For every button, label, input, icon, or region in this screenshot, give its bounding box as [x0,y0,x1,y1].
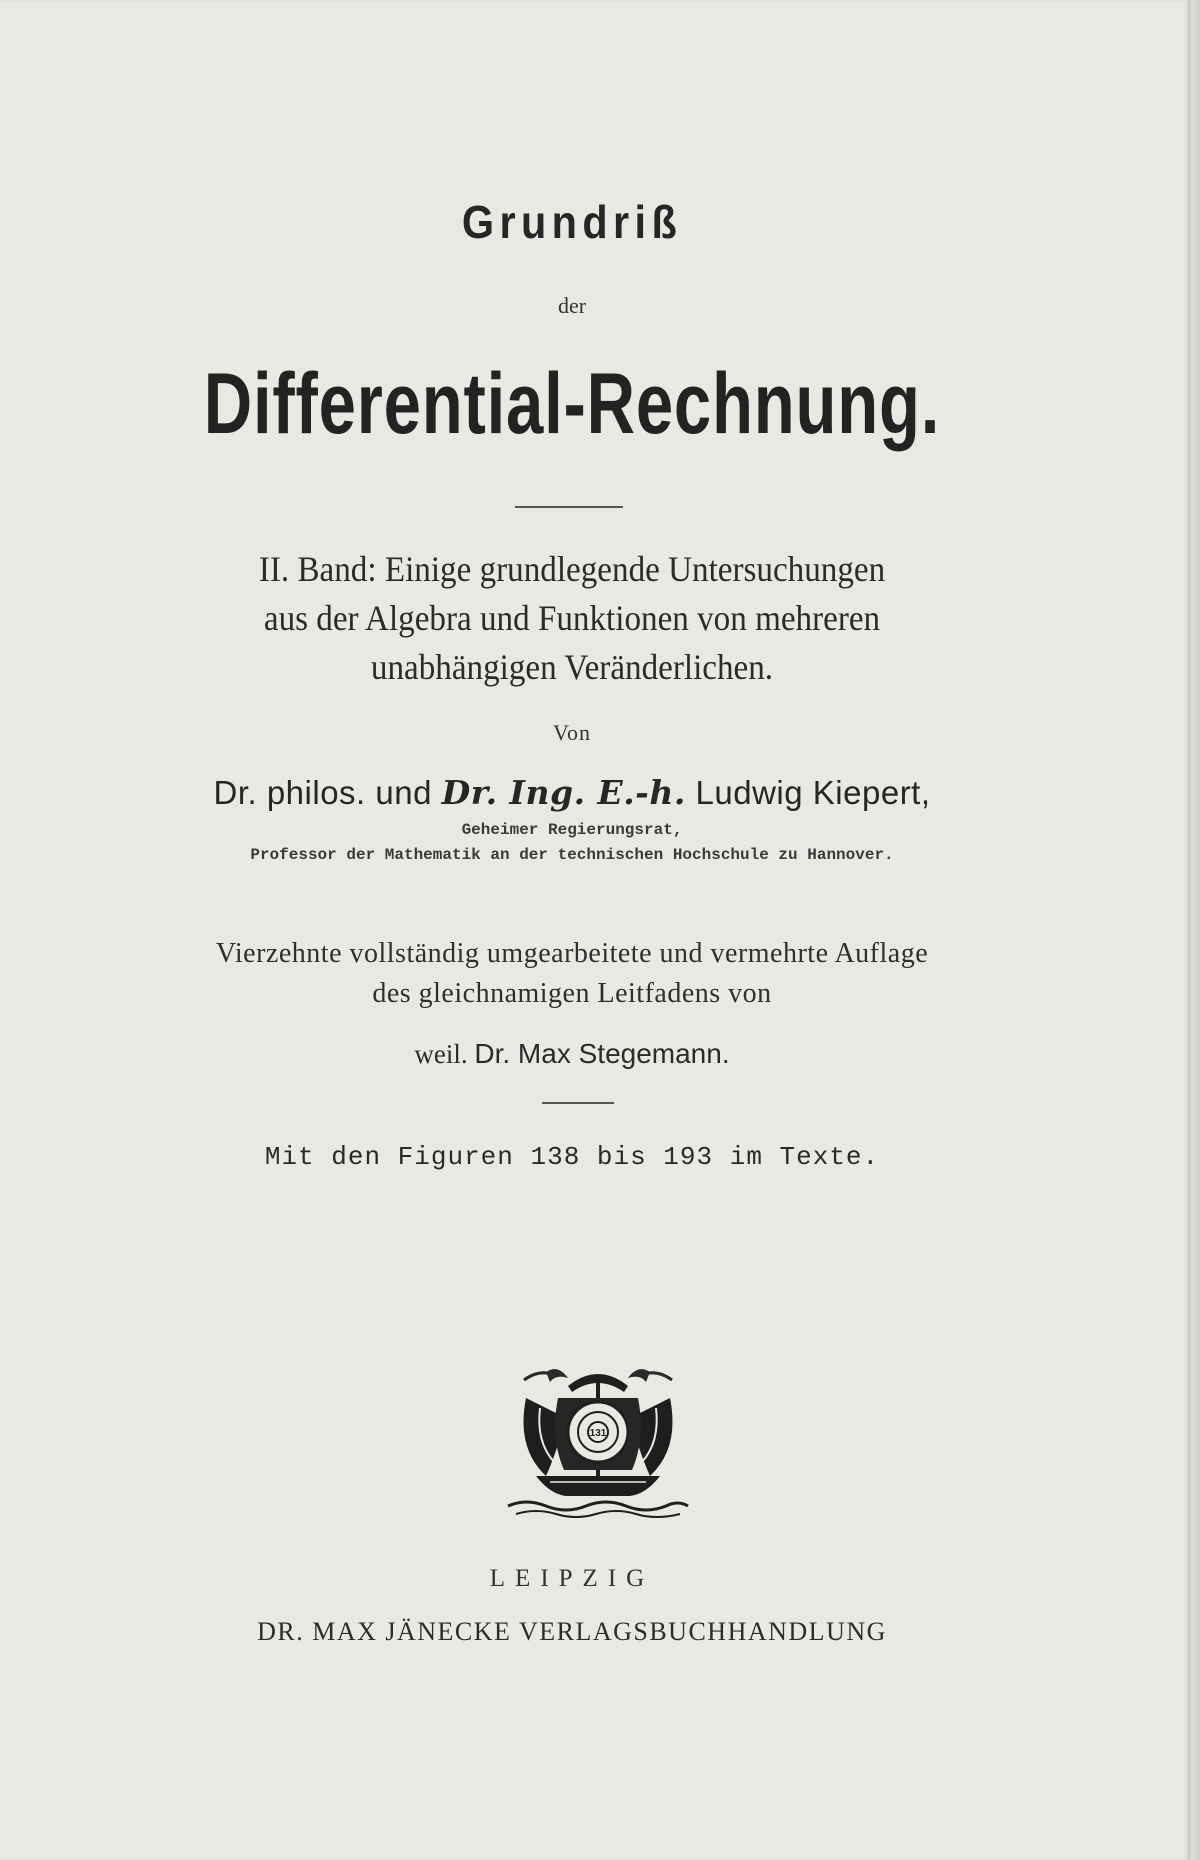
title-der: der [557,293,587,318]
divider-top [515,506,623,508]
author-line [0,773,1144,812]
edition-author-name: Dr. Max Stegemann. [474,1038,730,1069]
edition-note [0,934,1144,1014]
author-title-1: Geheimer Regierungsrat, [461,821,683,839]
figures-note: Mit den Figuren 138 bis 193 im Texte. [264,1142,880,1172]
page-edge [1188,0,1200,1860]
emblem-mark: 131 [589,1428,607,1439]
edition-line-2: des gleichnamigen Leitfadens von [372,978,772,1009]
edition-line-1: Vierzehnte vollständig umgearbeitete und vermehrte Auflage [215,938,929,969]
volume-description [46,545,1098,692]
volume-line-3: unabhängigen Veränderlichen. [370,647,774,687]
by-label: Von [552,720,592,745]
author-name: Ludwig Kiepert, [685,774,931,811]
edition-original-author [0,1038,1144,1070]
volume-line-2: aus der Algebra und Funktionen von mehreren [263,598,881,638]
imprint-publisher: DR. MAX JÄNECKE VERLAGSBUCHHANDLUNG [257,1617,887,1646]
divider-middle [542,1102,614,1104]
title-grundriss: Grundriß [461,196,683,248]
author-prefix: Dr. philos. und [213,774,442,811]
volume-line-1: II. Band: Einige grundlegende Untersuchungen [258,549,886,589]
author-title-2: Professor der Mathematik an der technischen Hochschule zu Hannover. [250,846,894,864]
author-honorary-degree: Dr. Ing. E.-h. [441,773,686,812]
main-title: Differential-Rechnung. [203,356,941,452]
imprint-city: LEIPZIG [489,1565,655,1592]
edition-prefix: weil. [414,1039,475,1069]
ship-emblem-icon [506,1358,690,1518]
